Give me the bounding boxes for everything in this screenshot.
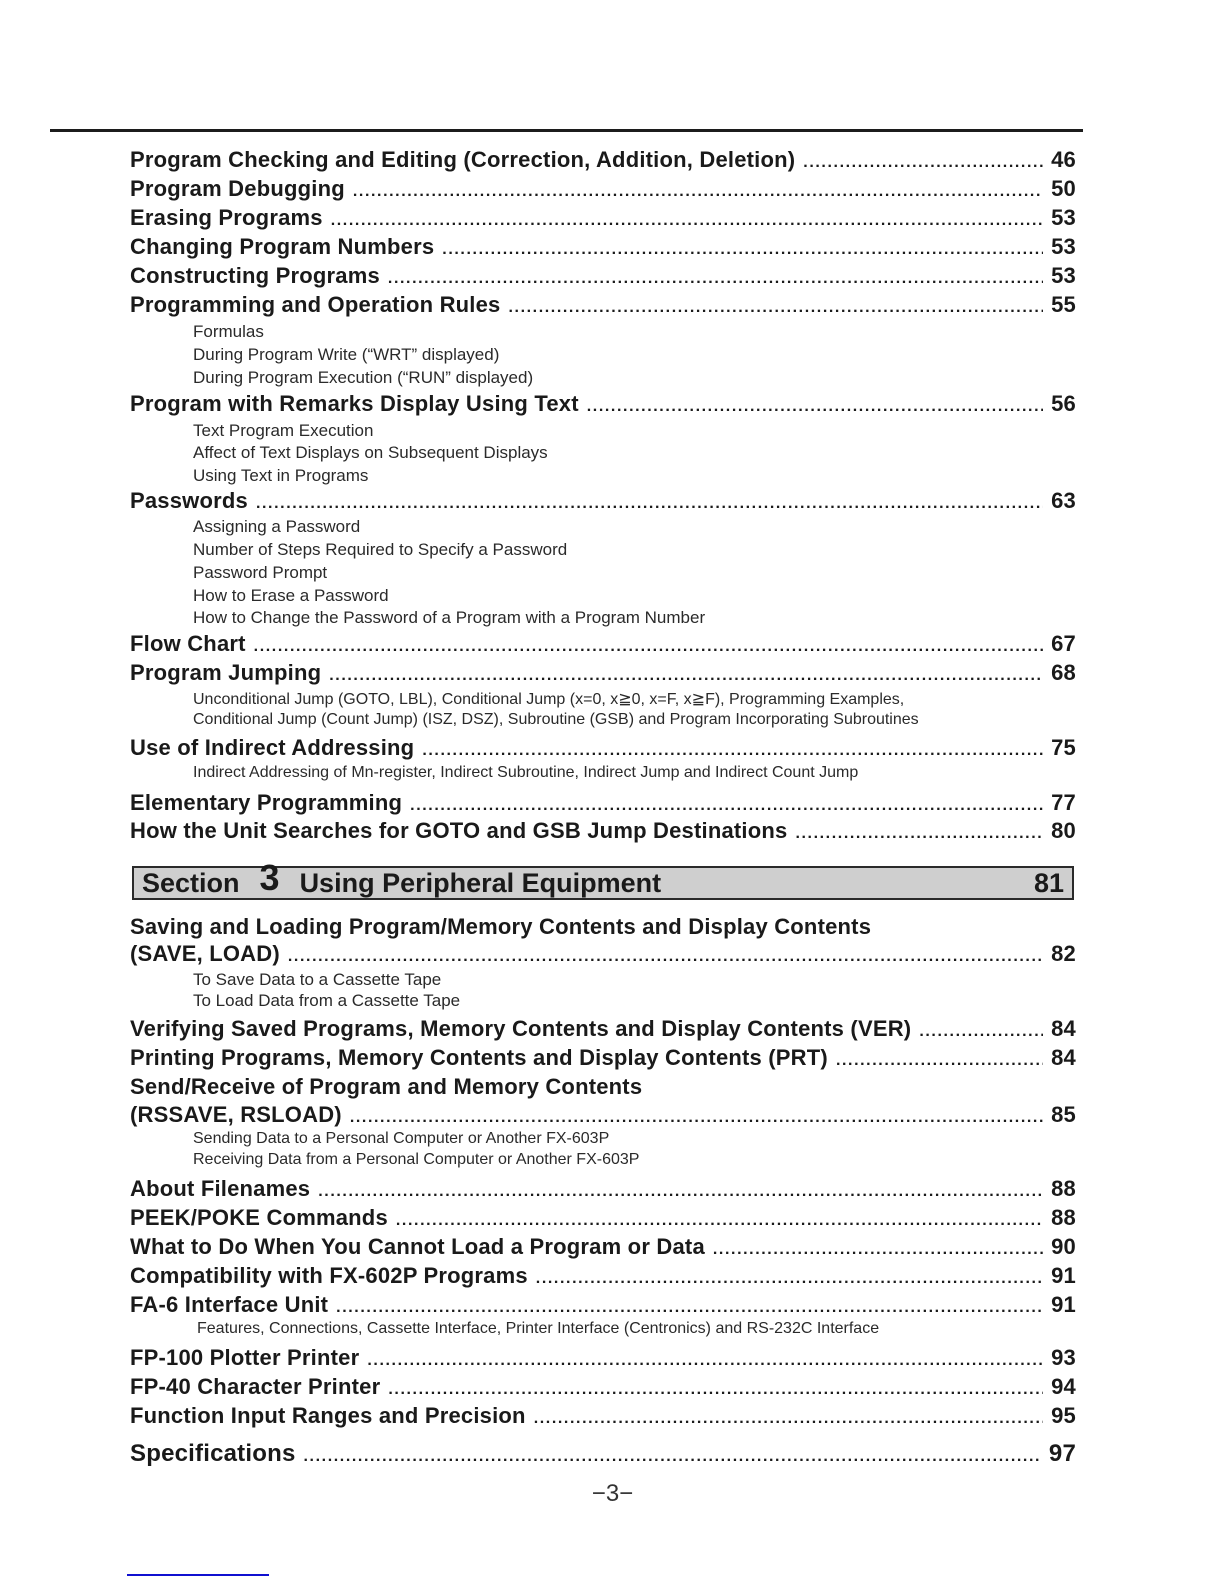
dot-leader (336, 1299, 1043, 1317)
toc-subentry: Features, Connections, Cassette Interface, Printer Interface (Centronics) and RS-232C Interface (197, 1320, 880, 1337)
toc-entry[interactable] (130, 263, 1076, 291)
entry-title: Saving and Loading Program/Memory Contents and Display Contents (130, 914, 872, 939)
dot-leader (803, 154, 1043, 172)
dot-leader (508, 299, 1043, 317)
entry-title: (RSSAVE, RSLOAD) (130, 1102, 342, 1127)
dot-leader (396, 1212, 1043, 1230)
entry-title: Compatibility with FX-602P Programs (130, 1263, 528, 1288)
toc-entry[interactable] (130, 1045, 1076, 1073)
toc-entry-line1[interactable] (130, 1074, 1076, 1102)
toc-subentry: Password Prompt (193, 563, 328, 582)
page-number: −3− (591, 1480, 634, 1507)
entry-page: 68 (1051, 660, 1076, 685)
dot-leader (331, 212, 1043, 230)
toc-entry[interactable] (130, 205, 1076, 233)
dot-leader (713, 1241, 1043, 1259)
dot-leader (367, 1352, 1043, 1370)
toc-entry[interactable] (130, 1016, 1076, 1044)
section-page: 81 (1033, 867, 1064, 898)
dot-leader (836, 1052, 1043, 1070)
toc-subentry: How to Erase a Password (193, 586, 389, 605)
entry-title: (SAVE, LOAD) (130, 941, 280, 966)
dot-leader (388, 270, 1043, 288)
dot-leader (256, 495, 1043, 513)
blue-underline (127, 1574, 269, 1576)
dot-leader (410, 797, 1043, 815)
dot-leader (536, 1270, 1043, 1288)
toc-entry[interactable] (130, 488, 1076, 516)
entry-page: 46 (1051, 147, 1076, 172)
toc-subentry: Conditional Jump (Count Jump) (ISZ, DSZ), Subroutine (GSB) and Program Incorporating Subroutines (193, 711, 919, 728)
entry-page: 84 (1051, 1016, 1076, 1041)
toc-entry[interactable] (130, 1234, 1076, 1262)
toc-subentry: Receiving Data from a Personal Computer or Another FX-603P (193, 1151, 640, 1168)
toc-entry[interactable] (130, 176, 1076, 204)
entry-page: 77 (1051, 790, 1076, 815)
toc-subentry: How to Change the Password of a Program with a Program Number (193, 608, 706, 627)
toc-subentry: During Program Execution (“RUN” displayed) (193, 368, 534, 387)
entry-page: 56 (1051, 391, 1076, 416)
toc-entry[interactable] (130, 391, 1076, 419)
entry-page: 95 (1051, 1403, 1076, 1428)
entry-title: FA-6 Interface Unit (130, 1292, 329, 1317)
entry-title: Constructing Programs (130, 263, 380, 288)
toc-entry[interactable] (130, 147, 1076, 175)
toc-subentry: Using Text in Programs (193, 466, 369, 485)
entry-title: Program Checking and Editing (Correction, Addition, Deletion) (130, 147, 796, 172)
entry-page: 85 (1051, 1102, 1076, 1127)
entry-title: Flow Chart (130, 631, 246, 656)
toc-subentry: Unconditional Jump (GOTO, LBL), Conditional Jump (x=0, x≧0, x=F, x≧F), Programming Examples, (193, 691, 905, 708)
toc-entry[interactable] (130, 1345, 1076, 1373)
entry-title: FP-40 Character Printer (130, 1374, 381, 1399)
toc-entry[interactable] (130, 1176, 1076, 1204)
entry-title: Printing Programs, Memory Contents and Display Contents (PRT) (130, 1045, 828, 1070)
entry-title: Program with Remarks Display Using Text (130, 391, 579, 416)
toc-subentry: Formulas (193, 322, 264, 341)
dot-leader (422, 742, 1043, 760)
toc-entry[interactable] (130, 818, 1076, 846)
toc-entry[interactable] (130, 1102, 1076, 1130)
toc-entry[interactable] (130, 941, 1076, 969)
dot-leader (534, 1410, 1043, 1428)
toc-entry[interactable] (130, 1403, 1076, 1431)
toc-entry[interactable] (130, 292, 1076, 320)
dot-leader (350, 1109, 1043, 1127)
entry-title: Send/Receive of Program and Memory Contents (130, 1074, 643, 1099)
entry-page: 90 (1051, 1234, 1076, 1259)
entry-page: 50 (1051, 176, 1076, 201)
entry-title: FP-100 Plotter Printer (130, 1345, 360, 1370)
entry-title: Passwords (130, 488, 248, 513)
entry-page: 53 (1051, 263, 1076, 288)
dot-leader (795, 825, 1043, 843)
toc-entry[interactable] (130, 1374, 1076, 1402)
dot-leader (304, 1448, 1041, 1466)
entry-page: 75 (1051, 735, 1076, 760)
entry-page: 82 (1051, 941, 1076, 966)
entry-title: What to Do When You Cannot Load a Program or Data (130, 1234, 705, 1259)
entry-page: 91 (1051, 1263, 1076, 1288)
toc-entry[interactable] (130, 1205, 1076, 1233)
entry-page: 94 (1051, 1374, 1076, 1399)
toc-entry[interactable] (130, 1292, 1076, 1320)
entry-page: 91 (1051, 1292, 1076, 1317)
entry-title: Changing Program Numbers (130, 234, 435, 259)
toc-entry[interactable] (130, 1263, 1076, 1291)
entry-page: 80 (1051, 818, 1076, 843)
entry-page: 97 (1048, 1440, 1076, 1467)
entry-page: 88 (1051, 1205, 1076, 1230)
entry-title: Function Input Ranges and Precision (130, 1403, 526, 1428)
entry-page: 55 (1051, 292, 1076, 317)
dot-leader (318, 1183, 1043, 1201)
section-title: Using Peripheral Equipment (299, 867, 662, 898)
dot-leader (919, 1023, 1043, 1041)
toc-subentry: Number of Steps Required to Specify a Password (193, 540, 568, 559)
entry-page: 88 (1051, 1176, 1076, 1201)
toc-entry[interactable] (130, 234, 1076, 262)
entry-title: Verifying Saved Programs, Memory Contents and Display Contents (VER) (130, 1016, 912, 1041)
toc-entry[interactable] (130, 1440, 1076, 1468)
toc-subentry: Affect of Text Displays on Subsequent Displays (193, 443, 548, 462)
entry-page: 67 (1051, 631, 1076, 656)
entry-page: 63 (1051, 488, 1076, 513)
toc-entry[interactable] (130, 790, 1076, 818)
section-label: Section (142, 867, 240, 898)
entry-title: Erasing Programs (130, 205, 323, 230)
entry-title: How the Unit Searches for GOTO and GSB Jump Destinations (130, 818, 788, 843)
entry-title: About Filenames (130, 1176, 311, 1201)
toc-subentry: Assigning a Password (193, 517, 361, 536)
entry-page: 53 (1051, 234, 1076, 259)
entry-page: 84 (1051, 1045, 1076, 1070)
dot-leader (388, 1381, 1043, 1399)
entry-title: Use of Indirect Addressing (130, 735, 415, 760)
toc-subentry: To Save Data to a Cassette Tape (193, 970, 442, 989)
entry-page: 53 (1051, 205, 1076, 230)
entry-title: PEEK/POKE Commands (130, 1205, 388, 1230)
dot-leader (587, 398, 1043, 416)
entry-page: 93 (1051, 1345, 1076, 1370)
dot-leader (254, 638, 1043, 656)
toc-subentry: During Program Write (“WRT” displayed) (193, 345, 500, 364)
entry-title: Specifications (130, 1440, 296, 1467)
dot-leader (329, 667, 1043, 685)
section-number: 3 (259, 857, 280, 898)
entry-title: Program Jumping (130, 660, 322, 685)
entry-title: Elementary Programming (130, 790, 403, 815)
toc-entry[interactable] (130, 735, 1076, 763)
toc-entry[interactable] (130, 631, 1076, 659)
toc-subentry: Sending Data to a Personal Computer or Another FX-603P (193, 1130, 610, 1147)
entry-title: Programming and Operation Rules (130, 292, 501, 317)
toc-subentry: Indirect Addressing of Mn-register, Indirect Subroutine, Indirect Jump and Indirect Count Jump (193, 764, 859, 781)
section-header[interactable] (132, 857, 1074, 900)
toc-entry[interactable] (130, 660, 1076, 688)
dot-leader (442, 241, 1043, 259)
dot-leader (353, 183, 1043, 201)
top-rule (50, 129, 1083, 132)
toc-entry-line1[interactable] (130, 914, 1076, 942)
toc-subentry: To Load Data from a Cassette Tape (193, 991, 461, 1010)
entry-title: Program Debugging (130, 176, 345, 201)
toc-subentry: Text Program Execution (193, 421, 374, 440)
dot-leader (288, 948, 1043, 966)
